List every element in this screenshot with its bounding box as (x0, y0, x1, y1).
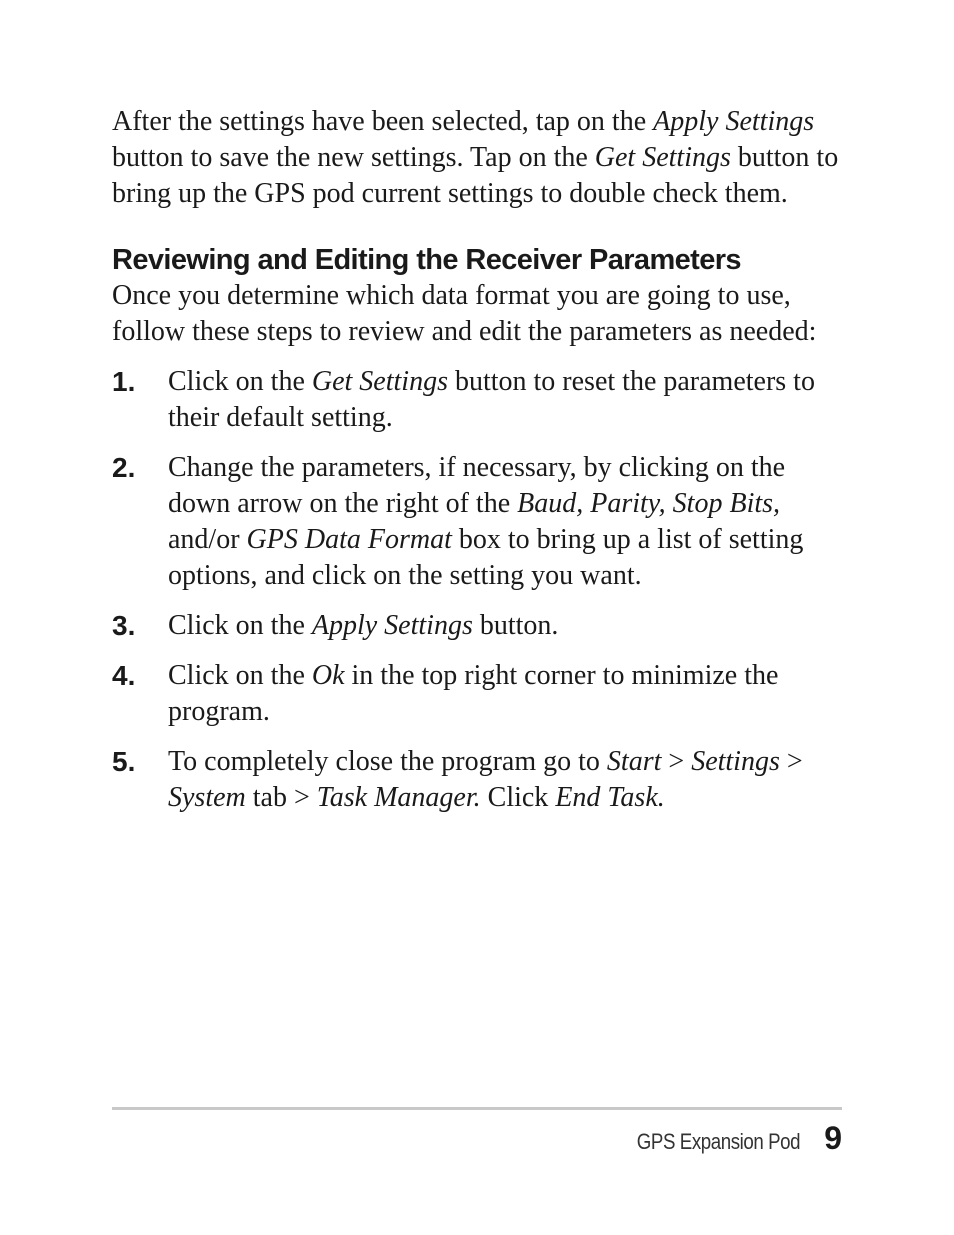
step-text (168, 608, 842, 644)
step-1-text-2: button to reset the parameters to their default setting. (168, 366, 815, 433)
step-2-text-3: box to bring up a list of setting options, and click on the setting you want. (168, 524, 804, 591)
step-1-get-settings: Get Settings (311, 366, 448, 397)
step-number: 2. (112, 452, 136, 483)
list-item (112, 744, 842, 816)
step-number: 5. (112, 746, 136, 777)
page-number: 9 (824, 1120, 842, 1156)
page-footer (608, 1120, 842, 1157)
intro-get-settings: Get Settings (594, 142, 731, 173)
step-2-text-2: and/or (168, 524, 247, 555)
step-5-text-1: To completely close the program go to (168, 746, 607, 777)
step-5-task-manager: Task Manager. (316, 782, 481, 813)
step-5-text-2: > (661, 746, 692, 777)
list-item (112, 450, 842, 594)
section-lead: Once you determine which data format you are going to use, follow these steps to review and edit the parameters as needed: (112, 280, 817, 347)
step-number: 1. (112, 366, 136, 397)
step-text (168, 364, 842, 436)
step-5-text-5: Click (480, 782, 556, 813)
section-heading: Reviewing and Editing the Receiver Parameters (112, 244, 741, 276)
step-text (168, 744, 842, 816)
intro-apply-settings: Apply Settings (653, 106, 815, 137)
step-5-text-3: > (779, 746, 803, 777)
intro-text-1: After the settings have been selected, tap on the (112, 106, 654, 137)
step-2-text-1: Change the parameters, if necessary, by clicking on the down arrow on the right of the (168, 452, 786, 519)
footer-divider (112, 1107, 842, 1110)
list-item (112, 608, 842, 644)
step-5-settings: Settings (691, 746, 780, 777)
intro-text-2: button to save the new settings. Tap on the (112, 142, 595, 173)
footer-title: GPS Expansion Pod (636, 1129, 801, 1154)
step-5-end-task: End Task. (555, 782, 665, 813)
page-content (112, 104, 842, 830)
step-5-start: Start (606, 746, 662, 777)
steps-list (112, 364, 842, 816)
step-5-system: System (168, 782, 246, 813)
step-2-baud-parity-stop-bits: Baud, Parity, Stop Bits, (517, 488, 781, 519)
step-3-text-2: button. (472, 610, 559, 641)
list-item (112, 658, 842, 730)
step-2-gps-data-format: GPS Data Format (246, 524, 452, 555)
step-3-apply-settings: Apply Settings (311, 610, 473, 641)
step-4-ok: Ok (311, 660, 345, 691)
step-4-text-2: in the top right corner to minimize the program. (168, 660, 779, 727)
step-4-text-1: Click on the (168, 660, 312, 691)
step-3-text-1: Click on the (168, 610, 312, 641)
step-number: 4. (112, 660, 136, 691)
intro-text-3: button to bring up the GPS pod current settings to double check them. (112, 142, 839, 209)
intro-paragraph (112, 104, 842, 212)
step-text (168, 450, 842, 594)
step-1-text-1: Click on the (168, 366, 312, 397)
step-number: 3. (112, 610, 136, 641)
step-text (168, 658, 842, 730)
list-item (112, 364, 842, 436)
step-5-text-4: tab > (245, 782, 317, 813)
